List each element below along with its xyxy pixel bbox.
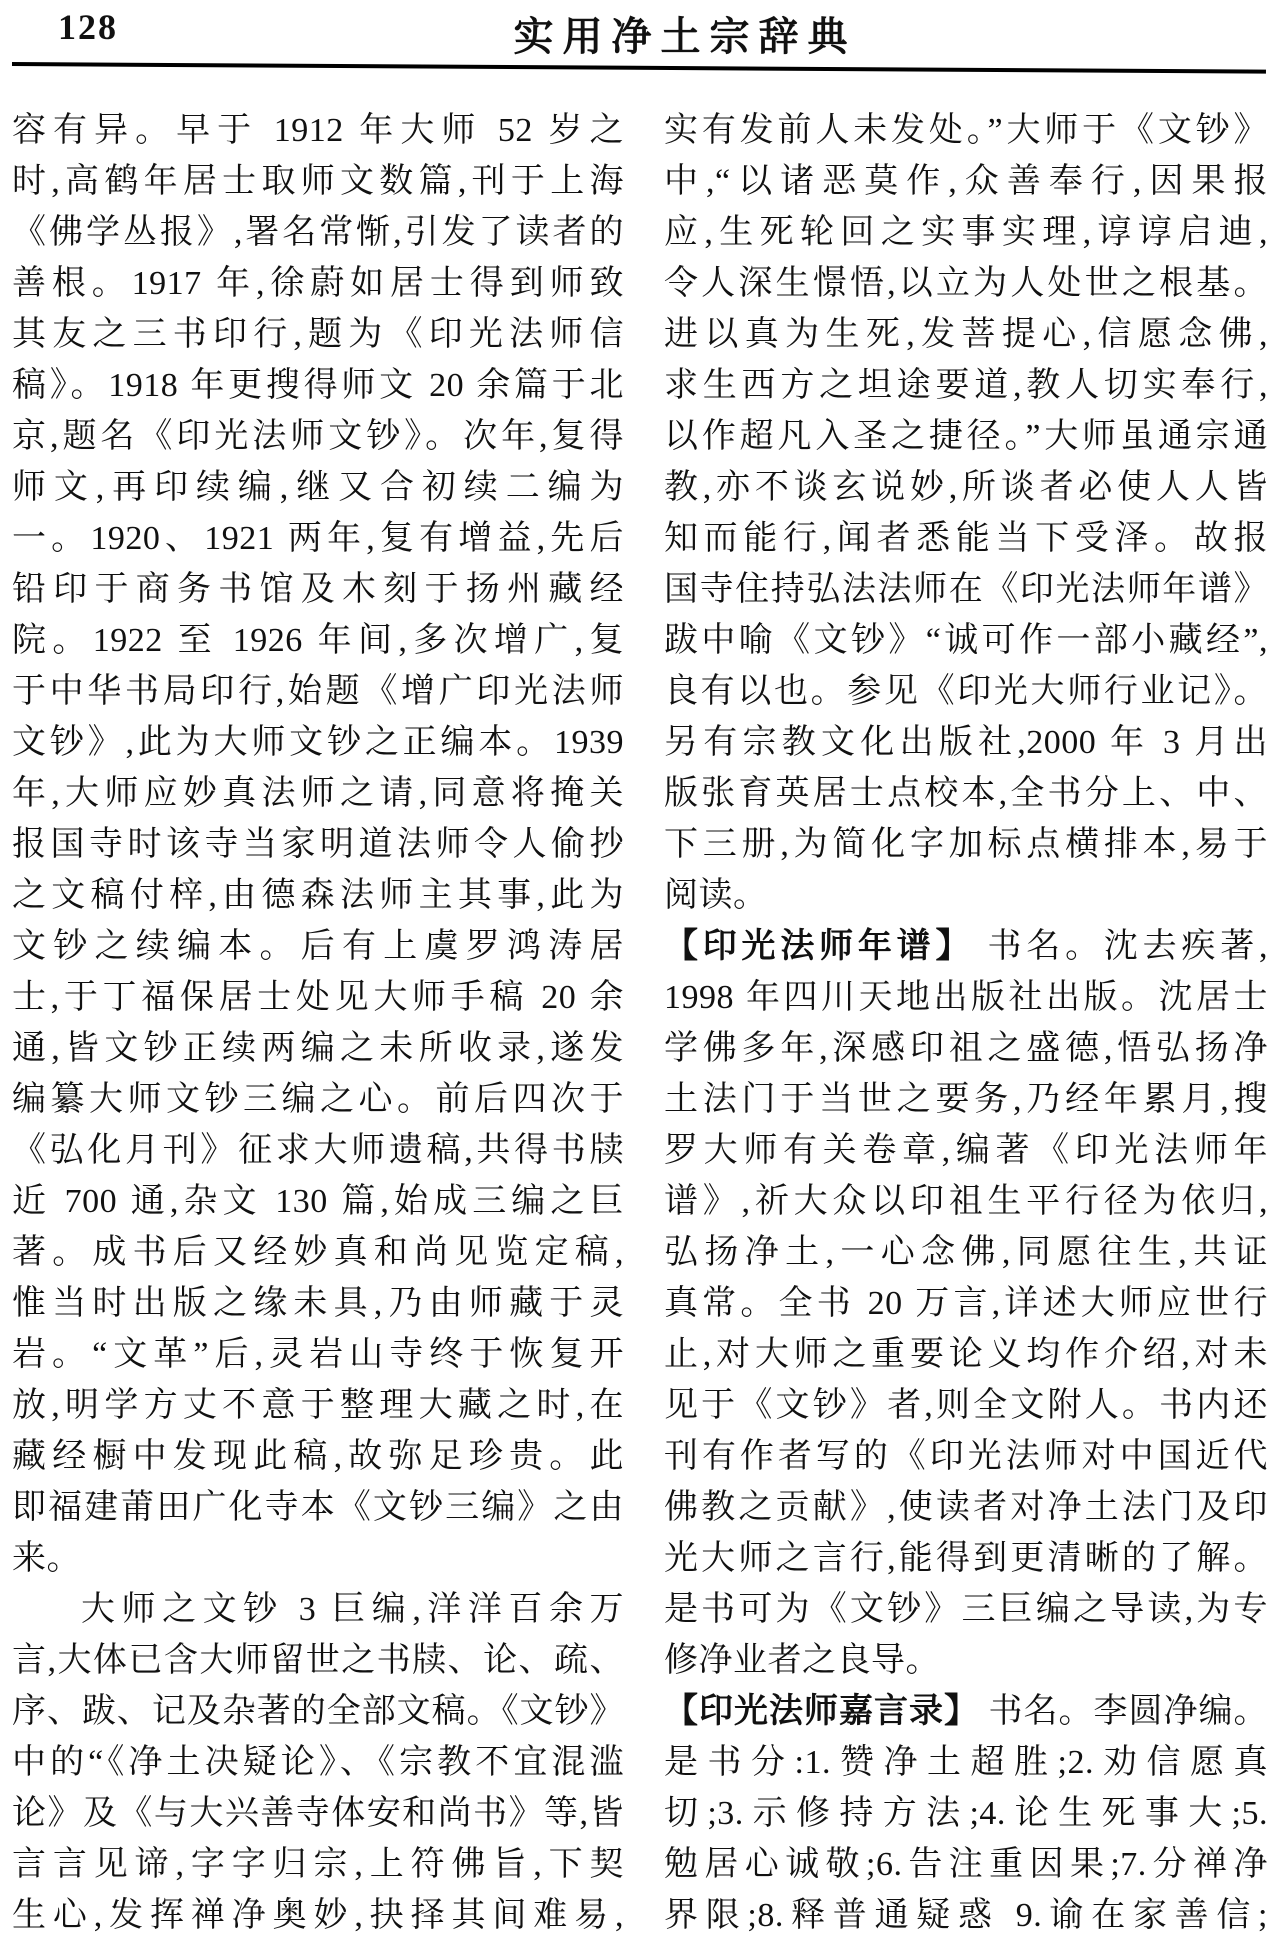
text-line	[12, 309, 624, 360]
text-line	[664, 207, 1268, 258]
text-line	[664, 1125, 1268, 1176]
text-line	[664, 1278, 1268, 1329]
text-line	[12, 1584, 624, 1635]
text-segment: 刊有作者写的《印光法师对中国近代	[664, 1438, 1268, 1475]
text-line	[12, 462, 624, 513]
text-line	[12, 1329, 624, 1380]
text-segment: 著。成书后又经妙真和尚见览定稿,	[12, 1234, 624, 1271]
entry-headword: 【印光法师嘉言录】	[664, 1693, 979, 1730]
text-line	[12, 1635, 624, 1686]
text-line	[12, 666, 624, 717]
entry-headword: 【印光法师年谱】	[664, 928, 975, 965]
text-segment: 近 700 通,杂文 130 篇,始成三编之巨	[12, 1183, 624, 1220]
text-segment: 善根。1917 年,徐蔚如居士得到师致	[12, 265, 624, 302]
text-segment: 另有宗教文化出版社,2000 年 3 月出	[664, 724, 1268, 761]
text-segment: 即福建莆田广化寺本《文钞三编》之由	[12, 1489, 624, 1526]
text-segment: 界限;8.释普通疑惑 9.谕在家善信;	[664, 1897, 1268, 1934]
header-divider	[12, 62, 1266, 74]
text-line	[664, 1890, 1268, 1941]
text-line	[12, 1482, 624, 1533]
text-line	[664, 819, 1268, 870]
text-segment: 士,于丁福保居士处见大师手稿 20 余	[12, 979, 624, 1016]
text-segment: 来。	[12, 1540, 81, 1577]
text-segment: 修净业者之良导。	[664, 1642, 940, 1679]
text-line	[664, 1839, 1268, 1890]
text-line	[12, 1686, 624, 1737]
text-line	[664, 768, 1268, 819]
text-segment: 之文稿付梓,由德森法师主其事,此为	[12, 877, 624, 914]
text-line	[12, 564, 624, 615]
text-segment: 大师之文钞 3 巨编,洋洋百余万	[81, 1591, 624, 1628]
text-line	[12, 513, 624, 564]
text-segment: 弘扬净土,一心念佛,同愿往生,共证	[664, 1234, 1268, 1271]
text-line	[664, 972, 1268, 1023]
text-line	[664, 1788, 1268, 1839]
text-line	[664, 1686, 1268, 1737]
text-segment: 1998 年四川天地出版社出版。沈居士	[664, 979, 1268, 1016]
text-line	[664, 1227, 1268, 1278]
text-segment: 师文,再印续编,继又合初续二编为	[12, 469, 624, 506]
text-segment: 应,生死轮回之实事实理,谆谆启迪,	[664, 214, 1268, 251]
text-line	[12, 921, 624, 972]
text-segment: 文钞之续编本。后有上虞罗鸿涛居	[12, 928, 624, 965]
text-line	[664, 921, 1268, 972]
text-line	[12, 1839, 624, 1890]
text-segment: 容有异。早于 1912 年大师 52 岁之	[12, 112, 624, 149]
text-segment: 实有发前人未发处。”大师于《文钞》	[664, 112, 1268, 149]
text-segment: 京,题名《印光法师文钞》。次年,复得	[12, 418, 624, 455]
book-title: 实用净土宗辞典	[513, 14, 857, 59]
text-segment: 见于《文钞》者,则全文附人。书内还	[664, 1387, 1268, 1424]
text-segment: 光大师之言行,能得到更清晰的了解。	[664, 1540, 1268, 1577]
text-line	[664, 411, 1268, 462]
text-line	[664, 1482, 1268, 1533]
text-line	[12, 156, 624, 207]
text-line	[12, 1278, 624, 1329]
text-segment: 知而能行,闻者悉能当下受泽。故报	[664, 520, 1268, 557]
text-line	[664, 309, 1268, 360]
text-line	[664, 513, 1268, 564]
text-segment: 国寺住持弘法法师在《印光法师年谱》	[664, 571, 1268, 608]
text-line	[664, 1635, 1268, 1686]
text-segment: 编纂大师文钞三编之心。前后四次于	[12, 1081, 624, 1118]
text-segment: 谱》,祈大众以印祖生平行径为依归,	[664, 1183, 1268, 1220]
text-line	[12, 717, 624, 768]
text-line	[12, 615, 624, 666]
text-segment: 阅读。	[664, 877, 768, 914]
text-segment: 教,亦不谈玄说妙,所谈者必使人人皆	[664, 469, 1268, 506]
text-segment: 院。1922 至 1926 年间,多次增广,复	[12, 622, 624, 659]
text-line	[12, 1788, 624, 1839]
text-segment: 于中华书局印行,始题《增广印光法师	[12, 673, 624, 710]
right-text-column	[664, 105, 1268, 1941]
text-segment: 土法门于当世之要务,乃经年累月,搜	[664, 1081, 1268, 1118]
text-line	[12, 1176, 624, 1227]
text-line	[12, 1431, 624, 1482]
text-line	[664, 1176, 1268, 1227]
text-line	[664, 1329, 1268, 1380]
text-segment: 是书分:1.赞净土超胜;2.劝信愿真	[664, 1744, 1268, 1781]
text-line	[12, 1737, 624, 1788]
text-segment: 学佛多年,深感印祖之盛德,悟弘扬净	[664, 1030, 1268, 1067]
left-text-column	[12, 105, 624, 1941]
text-line	[12, 1023, 624, 1074]
text-segment: 求生西方之坦途要道,教人切实奉行,	[664, 367, 1268, 404]
text-line	[664, 1023, 1268, 1074]
text-line	[664, 717, 1268, 768]
text-segment: 切;3.示修持方法;4.论生死事大;5.	[664, 1795, 1268, 1832]
text-line	[12, 411, 624, 462]
text-line	[12, 105, 624, 156]
text-segment: 文钞》,此为大师文钞之正编本。1939	[12, 724, 624, 761]
text-segment: 序、跋、记及杂著的全部文稿。《文钞》	[12, 1693, 624, 1730]
text-line	[664, 615, 1268, 666]
text-segment: 真常。全书 20 万言,详述大师应世行	[664, 1285, 1268, 1322]
text-segment: 《弘化月刊》征求大师遗稿,共得书牍	[12, 1132, 624, 1169]
text-segment: 生心,发挥禅净奥妙,抉择其间难易,	[12, 1897, 624, 1934]
text-segment: 止,对大师之重要论义均作介绍,对未	[664, 1336, 1268, 1373]
text-segment: 跋中喻《文钞》“诚可作一部小藏经”,	[664, 622, 1268, 659]
text-segment: 铅印于商务书馆及木刻于扬州藏经	[12, 571, 624, 608]
text-segment: 通,皆文钞正续两编之未所收录,遂发	[12, 1030, 624, 1067]
text-segment: 进以真为生死,发菩提心,信愿念佛,	[664, 316, 1268, 353]
text-segment: 时,高鹤年居士取师文数篇,刊于上海	[12, 163, 624, 200]
text-line	[12, 1533, 624, 1584]
text-line	[12, 258, 624, 309]
text-segment: 报国寺时该寺当家明道法师令人偷抄	[12, 826, 624, 863]
text-line	[12, 870, 624, 921]
text-segment: 言言见谛,字字归宗,上符佛旨,下契	[12, 1846, 624, 1883]
text-line	[12, 819, 624, 870]
text-line	[12, 768, 624, 819]
text-segment: 藏经橱中发现此稿,故弥足珍贵。此	[12, 1438, 624, 1475]
text-segment: 罗大师有关卷章,编著《印光法师年	[664, 1132, 1268, 1169]
text-line	[12, 972, 624, 1023]
text-line	[664, 1074, 1268, 1125]
text-line	[664, 258, 1268, 309]
text-segment: 惟当时出版之缘未具,乃由师藏于灵	[12, 1285, 624, 1322]
page-number: 128	[58, 7, 118, 47]
text-line	[664, 564, 1268, 615]
text-segment: 其友之三书印行,题为《印光法师信	[12, 316, 624, 353]
text-segment: 书名。李圆净编。	[979, 1693, 1268, 1730]
text-segment: 良有以也。参见《印光大师行业记》。	[664, 673, 1268, 710]
text-segment: 岩。“文革”后,灵岩山寺终于恢复开	[12, 1336, 624, 1373]
text-line	[664, 360, 1268, 411]
text-line	[12, 360, 624, 411]
text-segment: 下三册,为简化字加标点横排本,易于	[664, 826, 1268, 863]
text-segment: 年,大师应妙真法师之请,同意将掩关	[12, 775, 624, 812]
text-line	[664, 462, 1268, 513]
text-segment: 勉居心诚敬;6.告注重因果;7.分禅净	[664, 1846, 1268, 1883]
text-line	[664, 1380, 1268, 1431]
text-line	[12, 207, 624, 258]
text-line	[664, 870, 1268, 921]
text-line	[664, 1533, 1268, 1584]
text-line	[664, 105, 1268, 156]
text-segment: 中,“以诸恶莫作,众善奉行,因果报	[664, 163, 1268, 200]
text-line	[664, 1737, 1268, 1788]
text-segment: 书名。沈去疾著,	[974, 928, 1268, 965]
text-segment: 《佛学丛报》,署名常惭,引发了读者的	[12, 214, 624, 251]
text-segment: 佛教之贡献》,使读者对净土法门及印	[664, 1489, 1268, 1526]
text-line	[664, 1431, 1268, 1482]
text-line	[12, 1890, 624, 1941]
page-header	[0, 0, 1278, 62]
text-line	[12, 1227, 624, 1278]
text-segment: 稿》。1918 年更搜得师文 20 余篇于北	[12, 367, 624, 404]
text-segment: 一。1920、1921 两年,复有增益,先后	[12, 520, 624, 557]
text-segment: 是书可为《文钞》三巨编之导读,为专	[664, 1591, 1268, 1628]
text-segment: 言,大体已含大师留世之书牍、论、疏、	[12, 1642, 624, 1679]
text-line	[664, 156, 1268, 207]
text-line	[12, 1380, 624, 1431]
page-body	[0, 105, 1278, 1941]
text-line	[664, 666, 1268, 717]
text-line	[12, 1074, 624, 1125]
text-segment: 论》及《与大兴善寺体安和尚书》等,皆	[12, 1795, 624, 1832]
text-segment: 版张育英居士点校本,全书分上、中、	[664, 775, 1268, 812]
text-segment: 中的“《净土决疑论》、《宗教不宜混滥	[12, 1744, 624, 1781]
text-segment: 放,明学方丈不意于整理大藏之时,在	[12, 1387, 624, 1424]
text-segment: 以作超凡入圣之捷径。”大师虽通宗通	[664, 418, 1268, 455]
text-line	[664, 1584, 1268, 1635]
text-line	[12, 1125, 624, 1176]
text-segment: 令人深生憬悟,以立为人处世之根基。	[664, 265, 1268, 302]
